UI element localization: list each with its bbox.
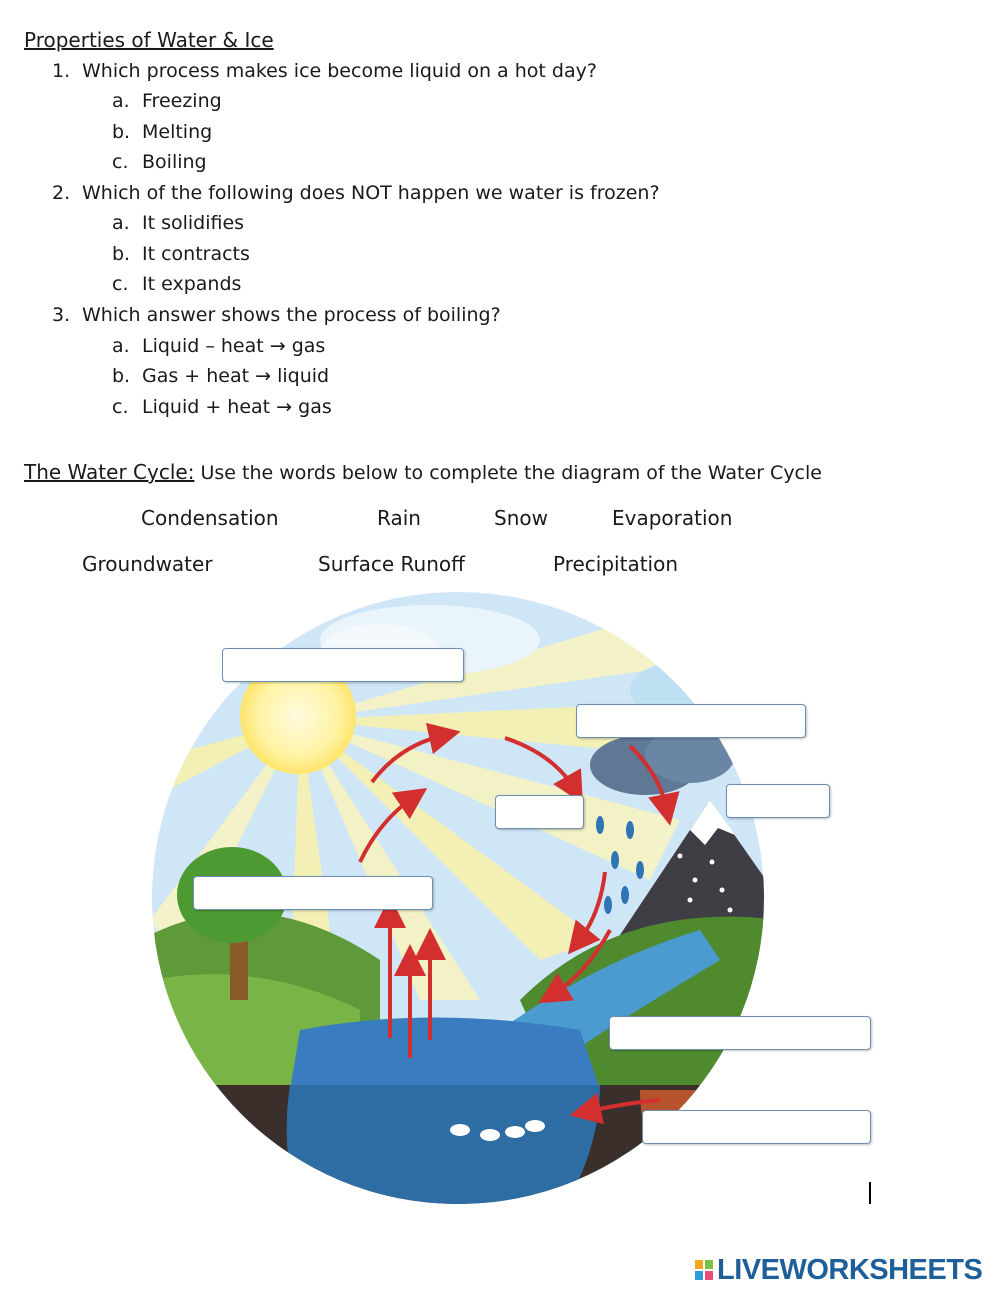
right-hill: [520, 917, 780, 1090]
question-2: [52, 182, 660, 204]
arrow-evaporation-upper: [372, 735, 445, 782]
option-text: Gas + heat → liquid: [142, 365, 330, 387]
question-3: [52, 304, 501, 326]
question-text: Which answer shows the process of boiling?: [82, 304, 501, 326]
water-cycle-heading: [24, 460, 822, 484]
logo-square: [704, 1270, 714, 1281]
arrow-evaporation-lower: [360, 797, 414, 862]
option-letter: a.: [112, 90, 130, 112]
question-number: 3.: [52, 304, 71, 326]
answer-box-5[interactable]: [193, 876, 433, 910]
question-1: [52, 60, 597, 82]
option-3b[interactable]: [112, 365, 329, 387]
option-letter: c.: [112, 151, 129, 173]
option-3c[interactable]: [112, 396, 332, 418]
option-letter: a.: [112, 335, 130, 357]
option-text: It contracts: [142, 243, 250, 265]
logo-square: [694, 1270, 704, 1281]
underground-water: [287, 1085, 600, 1215]
logo-square: [694, 1259, 704, 1270]
logo-grid-icon: [694, 1259, 714, 1281]
rain-cloud: [590, 735, 700, 795]
answer-box-1[interactable]: [222, 648, 464, 682]
option-text: Boiling: [142, 151, 207, 173]
option-2a[interactable]: [112, 212, 244, 234]
answer-box-2[interactable]: [576, 704, 806, 738]
question-number: 2.: [52, 182, 71, 204]
fish: [450, 1120, 545, 1141]
section-title-water-cycle: The Water Cycle:: [24, 460, 195, 484]
option-2b[interactable]: [112, 243, 250, 265]
logo-square: [704, 1259, 714, 1270]
rain-drops: [596, 816, 644, 914]
option-text: Liquid + heat → gas: [142, 396, 332, 418]
word-groundwater: Groundwater: [82, 552, 213, 576]
text-cursor: [869, 1182, 871, 1204]
section-title-properties: Properties of Water & Ice: [24, 28, 274, 52]
left-hill-front: [150, 974, 360, 1090]
word-surface-runoff: Surface Runoff: [318, 552, 465, 576]
option-1c[interactable]: [112, 151, 207, 173]
answer-box-7[interactable]: [642, 1110, 871, 1144]
option-text: Liquid – heat → gas: [142, 335, 326, 357]
option-text: It solidifies: [142, 212, 245, 234]
word-rain: Rain: [377, 506, 421, 530]
mountain: [620, 800, 780, 960]
option-text: It expands: [142, 273, 242, 295]
option-letter: b.: [112, 243, 131, 265]
option-1b[interactable]: [112, 121, 212, 143]
option-letter: a.: [112, 212, 130, 234]
question-text: Which process makes ice become liquid on a hot day?: [82, 60, 597, 82]
arrow-runoff: [552, 930, 610, 995]
logo-text: LIVEWORKSHEETS: [717, 1253, 983, 1286]
lake: [290, 1018, 600, 1091]
option-letter: b.: [112, 121, 131, 143]
word-evaporation: Evaporation: [612, 506, 733, 530]
word-condensation: Condensation: [141, 506, 279, 530]
option-letter: c.: [112, 396, 129, 418]
instruction-text: Use the words below to complete the diagram of the Water Cycle: [194, 462, 822, 484]
option-1a[interactable]: [112, 90, 222, 112]
arrow-rain: [578, 872, 605, 942]
tree-trunk: [230, 930, 248, 1000]
cycle-arrows: [360, 735, 667, 1112]
option-letter: c.: [112, 273, 129, 295]
question-text: Which of the following does NOT happen we water is frozen?: [82, 182, 660, 204]
option-text: Freezing: [142, 90, 222, 112]
word-precipitation: Precipitation: [553, 552, 679, 576]
option-2c[interactable]: [112, 273, 241, 295]
answer-box-6[interactable]: [609, 1016, 871, 1050]
option-letter: b.: [112, 365, 131, 387]
option-text: Melting: [142, 121, 213, 143]
answer-box-3[interactable]: [495, 795, 584, 829]
arrow-condensation: [505, 738, 575, 790]
snow-flakes: [678, 854, 733, 913]
groundwater-soil: [640, 1090, 770, 1215]
answer-box-4[interactable]: [726, 784, 830, 818]
left-hill: [150, 913, 380, 1090]
option-3a[interactable]: [112, 335, 325, 357]
arrow-snow: [630, 746, 667, 810]
question-number: 1.: [52, 60, 71, 82]
ground: [150, 1085, 770, 1215]
liveworksheets-logo: [694, 1254, 982, 1286]
word-snow: Snow: [494, 506, 548, 530]
